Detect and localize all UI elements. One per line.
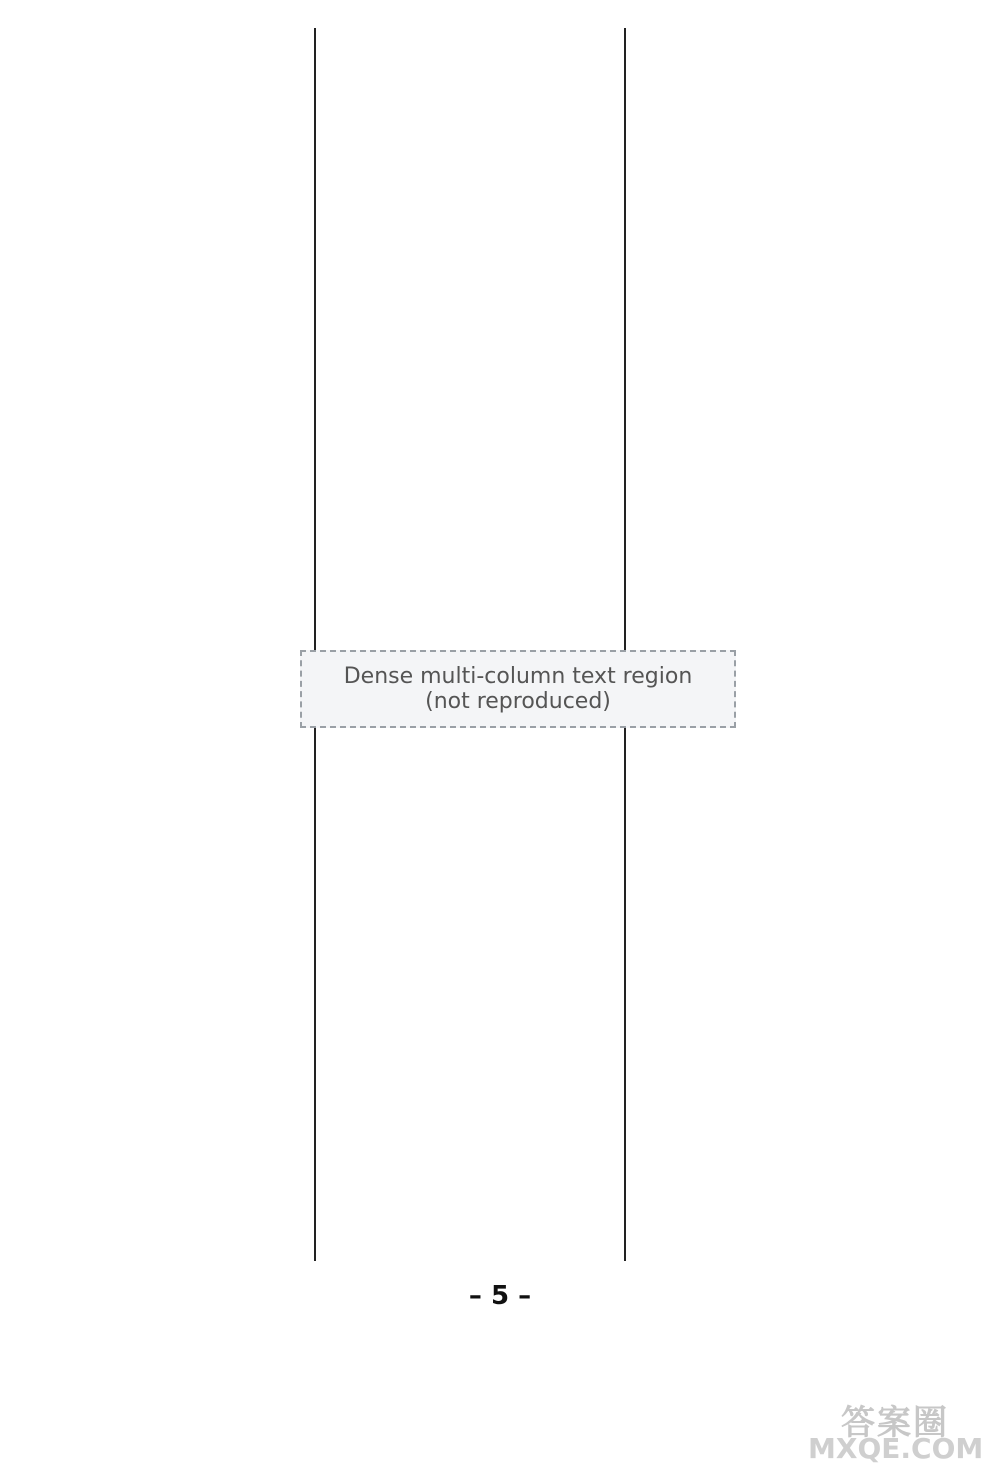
watermark-logo: 答案圈	[841, 1403, 949, 1443]
text-placeholder: Dense multi-column text region (not reproduced)	[300, 650, 736, 728]
column-divider-right	[624, 28, 626, 1261]
column-divider-left	[314, 28, 316, 1261]
page-number: – 5 –	[468, 1281, 532, 1311]
watermark-url: MXQE.COM	[808, 1432, 984, 1465]
